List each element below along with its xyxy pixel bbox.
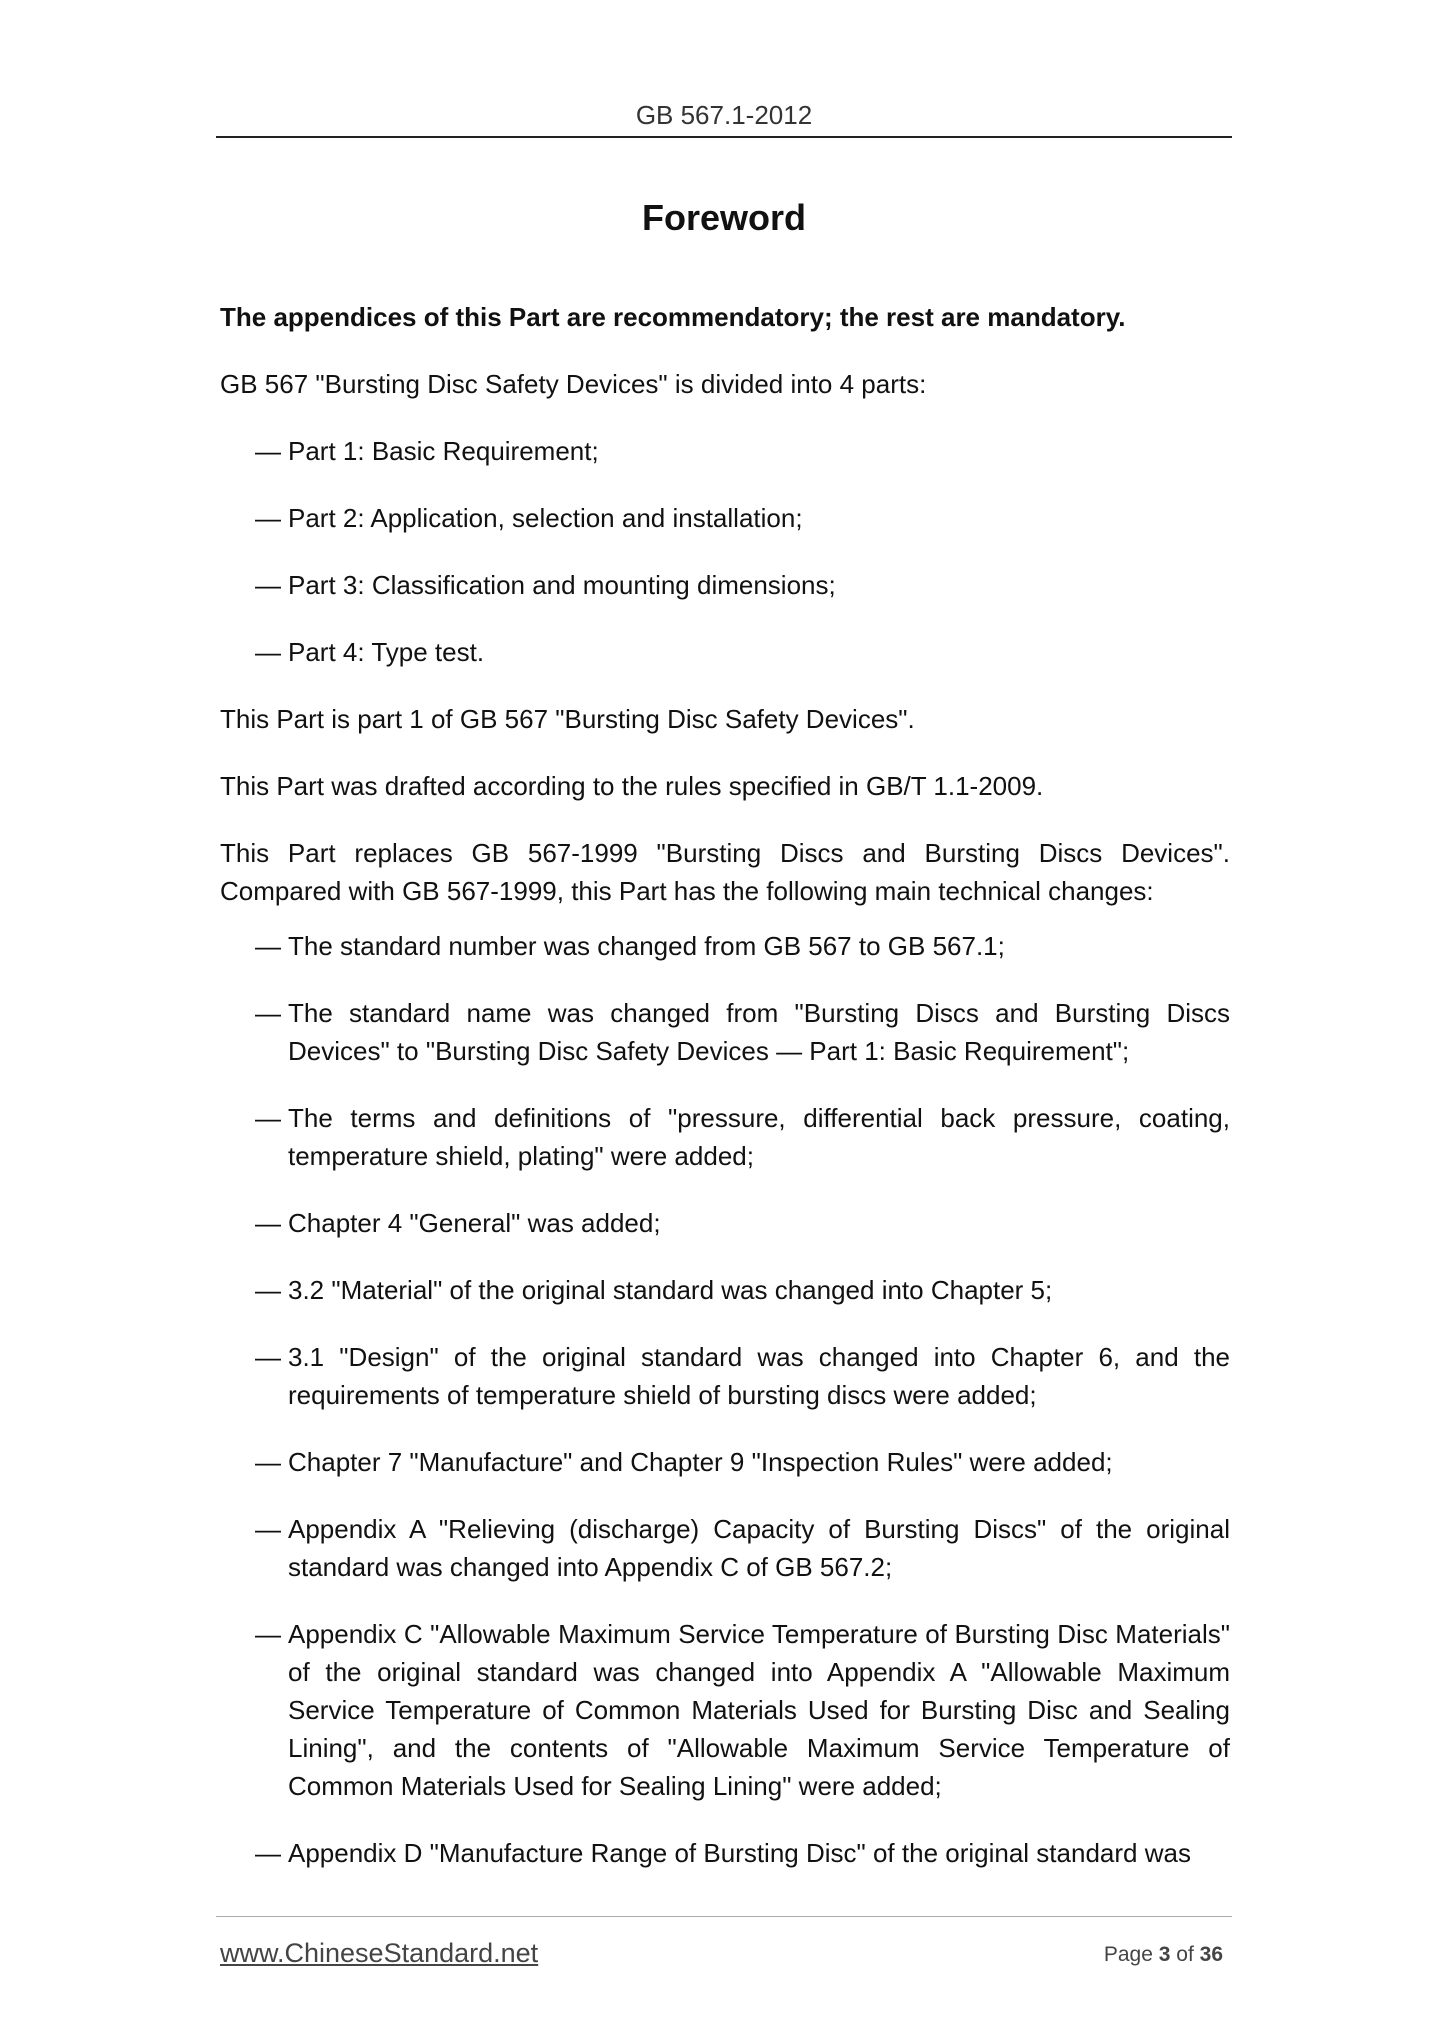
change-item-5: [220, 1271, 1230, 1309]
change-item-7: [220, 1443, 1230, 1481]
list-item-text: Chapter 4 "General" was added;: [288, 1208, 661, 1238]
parts-intro: GB 567 "Bursting Disc Safety Devices" is divided into 4 parts:: [220, 369, 927, 399]
dash-bullet: —: [255, 436, 281, 466]
page-total: 36: [1199, 1943, 1223, 1966]
change-item-3: [220, 1099, 1230, 1175]
list-item-text: Part 3: Classification and mounting dimensions;: [288, 570, 836, 600]
dash-bullet: —: [255, 931, 281, 961]
footer-divider: [216, 1916, 1232, 1917]
dash-bullet: —: [255, 1838, 281, 1868]
dash-bullet: —: [255, 1208, 281, 1238]
list-item-part-3: [220, 566, 1230, 604]
dash-bullet: —: [255, 503, 281, 533]
list-item-text: Part 4: Type test.: [288, 637, 485, 667]
list-item-text: Appendix C "Allowable Maximum Service Temperature of Bursting Disc Materials" of the original standard was changed into Appendix A "Allowable Maximum Service Temperature of Common Materials Used for Bursting Disc and Sealing Lining", and the contents of "Allowable Maximum Service Temperature of Common Materials Used for Sealing Lining" were added;: [288, 1619, 1230, 1801]
change-item-8: [220, 1510, 1230, 1586]
list-item-text: The standard number was changed from GB 567 to GB 567.1;: [288, 931, 1005, 961]
document-body: [220, 298, 1230, 1901]
para-drafted: This Part was drafted according to the rules specified in GB/T 1.1-2009.: [220, 771, 1044, 801]
page-number: [1104, 1941, 1223, 1969]
page-label: Page: [1103, 1943, 1153, 1966]
change-item-6: [220, 1338, 1230, 1414]
intro-statement: The appendices of this Part are recommendatory; the rest are mandatory.: [220, 302, 1126, 332]
page-current: 3: [1158, 1943, 1171, 1966]
change-item-4: [220, 1204, 1230, 1242]
para-replaces: This Part replaces GB 567-1999 "Bursting Discs and Bursting Discs Devices". Compared with GB 567-1999, this Part has the following main technical changes:: [220, 838, 1230, 906]
header-doc-id: GB 567.1-2012: [635, 100, 813, 130]
dash-bullet: —: [255, 998, 281, 1028]
change-item-10: [220, 1834, 1230, 1872]
dash-bullet: —: [255, 1447, 281, 1477]
list-item-text: Part 1: Basic Requirement;: [288, 436, 599, 466]
list-item-text: Chapter 7 "Manufacture" and Chapter 9 "Inspection Rules" were added;: [288, 1447, 1113, 1477]
change-item-1: [220, 927, 1230, 965]
header-divider: [216, 136, 1232, 138]
list-item-text: 3.1 "Design" of the original standard was changed into Chapter 6, and the requirements of temperature shield of bursting discs were added;: [288, 1342, 1230, 1410]
page-of-label: of: [1176, 1943, 1194, 1966]
list-item-part-1: [220, 432, 1230, 470]
list-item-text: 3.2 "Material" of the original standard was changed into Chapter 5;: [288, 1275, 1053, 1305]
list-item-text: Appendix D "Manufacture Range of Bursting Disc" of the original standard was: [288, 1838, 1191, 1868]
list-item-part-4: [220, 633, 1230, 671]
page-title: Foreword: [641, 197, 806, 238]
list-item-part-2: [220, 499, 1230, 537]
list-item-text: Part 2: Application, selection and installation;: [288, 503, 803, 533]
change-item-9: [220, 1615, 1230, 1805]
dash-bullet: —: [255, 1103, 281, 1133]
dash-bullet: —: [255, 570, 281, 600]
dash-bullet: —: [255, 1275, 281, 1305]
list-item-text: The terms and definitions of "pressure, differential back pressure, coating, temperature shield, plating" were added;: [288, 1103, 1230, 1171]
list-item-text: Appendix A "Relieving (discharge) Capacity of Bursting Discs" of the original standard was changed into Appendix C of GB 567.2;: [288, 1514, 1230, 1582]
dash-bullet: —: [255, 1514, 281, 1544]
dash-bullet: —: [255, 1619, 281, 1649]
change-item-2: [220, 994, 1230, 1070]
website-link[interactable]: www.ChineseStandard.net: [220, 1938, 539, 1968]
dash-bullet: —: [255, 1342, 281, 1372]
dash-bullet: —: [255, 637, 281, 667]
para-part-of: This Part is part 1 of GB 567 "Bursting Disc Safety Devices".: [220, 704, 915, 734]
list-item-text: The standard name was changed from "Bursting Discs and Bursting Discs Devices" to "Bursting Disc Safety Devices — Part 1: Basic Requirement";: [288, 998, 1230, 1066]
